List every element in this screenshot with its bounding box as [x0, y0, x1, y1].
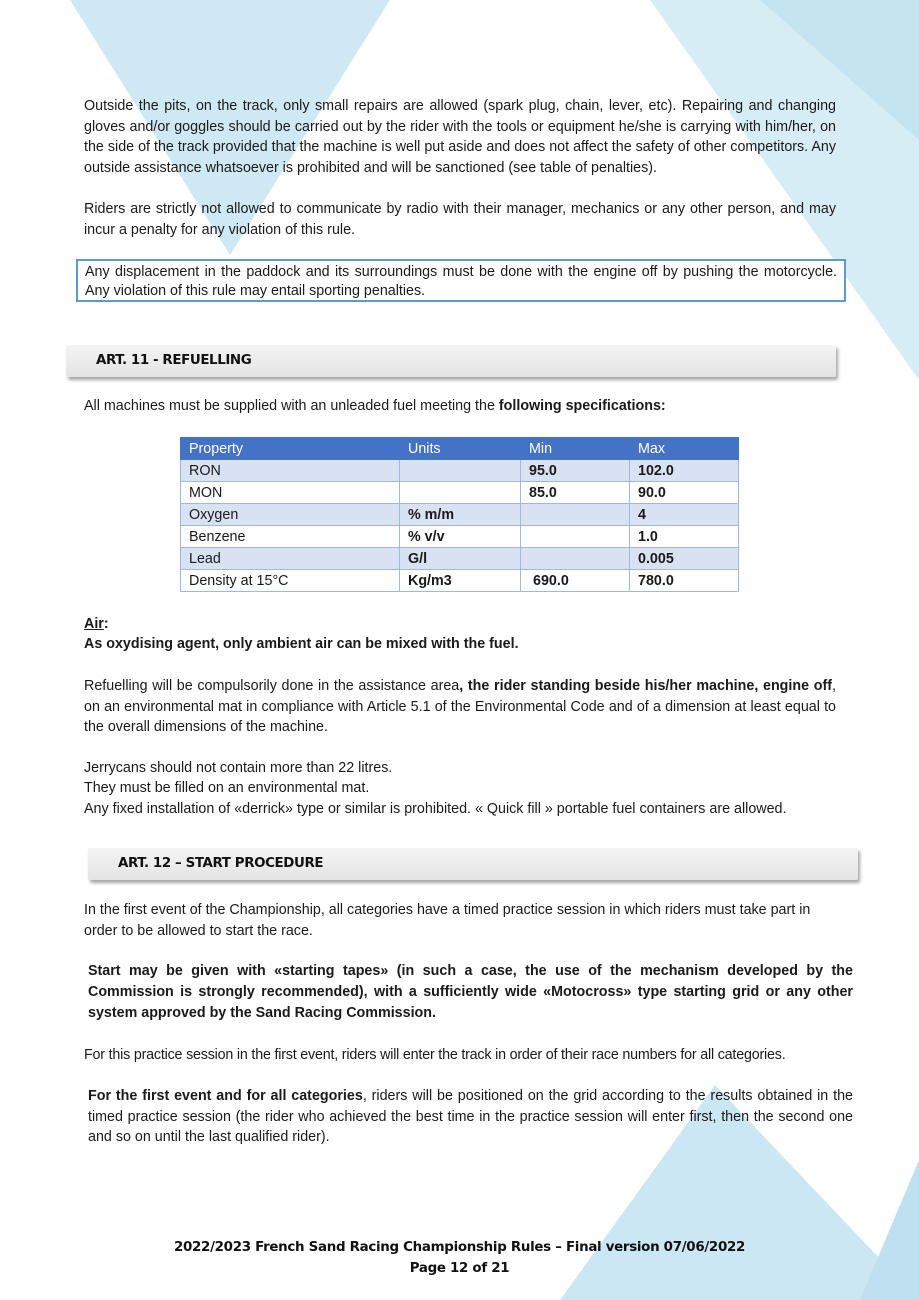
art11-intro-plain: All machines must be supplied with an unleaded fuel meeting the — [84, 398, 499, 414]
footer-title: 2022/2023 French Sand Racing Championship Rules – Final version 07/06/2022 — [174, 1240, 745, 1255]
header-property: Property — [181, 438, 400, 460]
art12-p4-bold: For the first event and for all categories — [88, 1088, 363, 1104]
cell-max: 90.0 — [630, 482, 739, 504]
header-min: Min — [521, 438, 630, 460]
footer-page-number: Page 12 of 21 — [409, 1261, 510, 1276]
cell-min — [521, 526, 630, 548]
cell-max: 1.0 — [630, 526, 739, 548]
table-row — [181, 504, 739, 526]
header-units: Units — [400, 438, 521, 460]
section-heading-art12 — [88, 848, 858, 880]
cell-min: 85.0 — [521, 482, 630, 504]
cell-property: Benzene — [181, 526, 400, 548]
jerrycan-line-1: Jerrycans should not contain more than 22 litres. — [84, 760, 393, 776]
table-row — [181, 548, 739, 570]
table-row — [181, 570, 739, 592]
art12-paragraph-3: For this practice session in the first event, riders will enter the track in order of their race numbers for all categories. — [84, 1047, 786, 1063]
table-header-row — [181, 438, 739, 460]
cell-units: Kg/m3 — [400, 570, 521, 592]
cell-units: % v/v — [400, 526, 521, 548]
jerrycan-line-2: They must be filled on an environmental mat. — [84, 780, 370, 796]
art11-intro — [84, 396, 836, 417]
table-row — [181, 526, 739, 548]
art12-paragraph-4 — [88, 1086, 853, 1148]
art12-paragraph-2: Start may be given with «starting tapes» (in such a case, the use of the mechanism developed by the Commission is strongly recommended), with a sufficiently wide «Motocross» type starting grid or any other system approved by the Sand Racing Commission. — [88, 963, 853, 1021]
paragraph-repairs: Outside the pits, on the track, only small repairs are allowed (spark plug, chain, lever, etc). Repairing and changing gloves and/or goggles should be carried out by the rider with the tools or equipment he/she is carrying with him/her, on the side of the track provided that the machine is well put aside and does not affect the safety of other competitors. Any outside assistance whatsoever is prohibited and will be sanctioned (see table of penalties). — [84, 98, 836, 176]
cell-max: 4 — [630, 504, 739, 526]
art12-p4-rest: , riders will be positioned on the grid according to the results obtained in the timed practice session (the rider who achieved the best time in the practice session will enter first, then the second one and so on until the last qualified rider). — [88, 1088, 854, 1146]
cell-property: MON — [181, 482, 400, 504]
refuel-part-c: , on an environmental mat in compliance with Article 5.1 of the Environmental Code and of a dimension at least equal to the overall dimensions of the machine. — [84, 678, 836, 736]
refuel-part-a: Refuelling will be compulsorily done in the assistance area — [84, 678, 460, 694]
jerrycan-line-3: Any fixed installation of «derrick» type or similar is prohibited. « Quick fill » portable fuel containers are allowed. — [84, 801, 787, 817]
refuel-part-b: , the rider standing beside his/her machine, engine off — [459, 678, 833, 694]
cell-units — [400, 482, 521, 504]
table-row — [181, 460, 739, 482]
air-label: Air — [84, 616, 104, 632]
cell-min — [521, 548, 630, 570]
art12-heading: ART. 12 – START PROCEDURE — [118, 856, 324, 871]
cell-max: 102.0 — [630, 460, 739, 482]
cell-property: Oxygen — [181, 504, 400, 526]
cell-units — [400, 460, 521, 482]
section-heading-art11 — [66, 345, 836, 377]
header-max: Max — [630, 438, 739, 460]
air-text: As oxydising agent, only ambient air can be mixed with the fuel. — [84, 636, 519, 652]
fuel-spec-table — [180, 437, 739, 592]
air-colon: : — [103, 616, 109, 632]
air-label-line — [84, 614, 836, 635]
cell-min: 690.0 — [521, 570, 630, 592]
cell-units: G/l — [400, 548, 521, 570]
cell-units: % m/m — [400, 504, 521, 526]
refuelling-paragraph — [84, 676, 836, 738]
paddock-note-box — [76, 259, 846, 302]
cell-property: Density at 15°C — [181, 570, 400, 592]
table-row — [181, 482, 739, 504]
cell-max: 0.005 — [630, 548, 739, 570]
paragraph-radio: Riders are strictly not allowed to communicate by radio with their manager, mechanics or any other person, and may incur a penalty for any violation of this rule. — [84, 201, 836, 238]
cell-max: 780.0 — [630, 570, 739, 592]
cell-min: 95.0 — [521, 460, 630, 482]
art12-paragraph-1: In the first event of the Championship, all categories have a timed practice session in which riders must take part in order to be allowed to start the race. — [84, 902, 811, 939]
art11-intro-bold: following specifications: — [498, 398, 666, 414]
cell-property: RON — [181, 460, 400, 482]
cell-property: Lead — [181, 548, 400, 570]
cell-min — [521, 504, 630, 526]
paddock-note-text: Any displacement in the paddock and its surroundings must be done with the engine off by pushing the motorcycle. Any violation of this rule may entail sporting penalties. — [85, 264, 837, 299]
art11-heading: ART. 11 - REFUELLING — [96, 353, 252, 368]
